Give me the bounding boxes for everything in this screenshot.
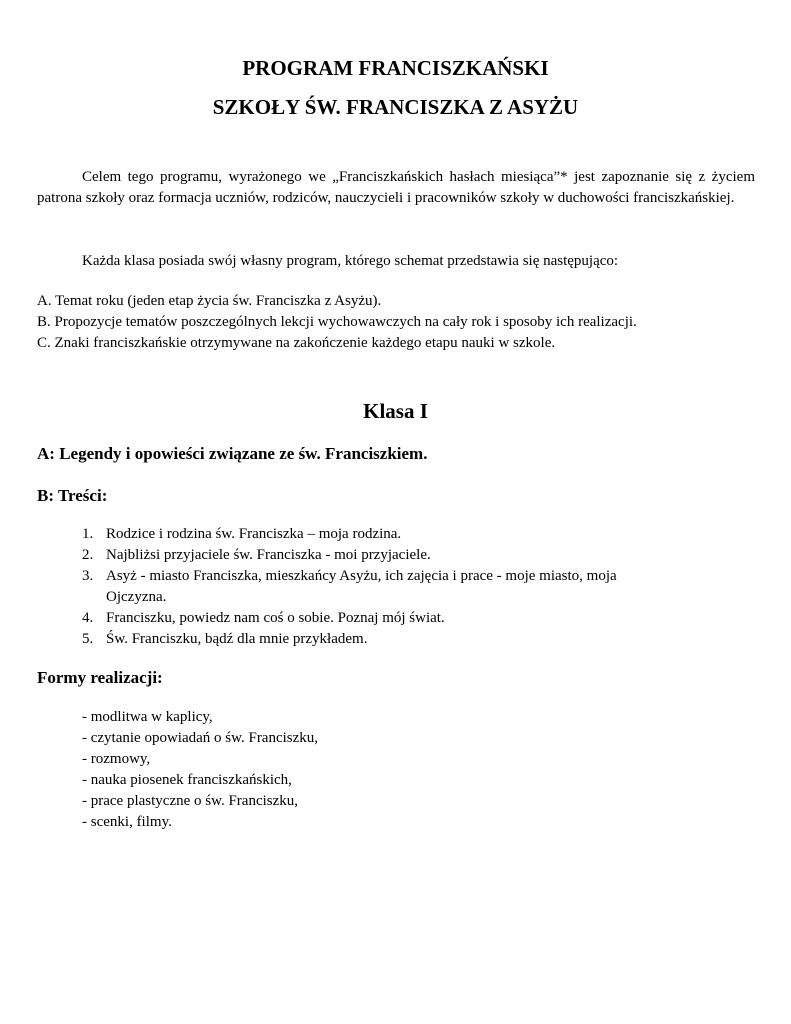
section-b-heading: B: Treści:	[37, 486, 108, 505]
list-item-text: Franciszku, powiedz nam coś o sobie. Poznaj mój świat.	[106, 610, 445, 626]
schema-intro-paragraph: Każda klasa posiada swój własny program, którego schemat przedstawia się następująco:	[82, 253, 619, 269]
class-heading: Klasa I	[363, 399, 428, 423]
list-item-number: 5.	[82, 631, 94, 647]
list-item-number: 4.	[82, 610, 94, 626]
schema-item: A. Temat roku (jeden etap życia św. Franciszka z Asyżu).	[37, 293, 382, 309]
forms-item: - scenki, filmy.	[82, 814, 172, 830]
document-title: PROGRAM FRANCISZKAŃSKI	[242, 56, 549, 80]
section-a-heading: A: Legendy i opowieści związane ze św. Franciszkiem.	[37, 444, 428, 463]
schema-list	[37, 291, 755, 354]
forms-heading: Formy realizacji:	[37, 668, 163, 687]
list-item-text: Rodzice i rodzina św. Franciszka – moja rodzina.	[106, 526, 402, 542]
schema-item: B. Propozycje tematów poszczególnych lekcji wychowawczych na cały rok i sposoby ich realizacji.	[37, 314, 637, 330]
document-subtitle: SZKOŁY ŚW. FRANCISZKA Z ASYŻU	[212, 95, 579, 119]
intro-paragraph: Celem tego programu, wyrażonego we „Franciszkańskich hasłach miesiąca”* jest zapoznanie się z życiem patrona szkoły oraz formacja uczniów, rodziców, nauczycieli i pracowników szkoły w duchowości franciszkańskiej.	[37, 169, 755, 206]
schema-item: C. Znaki franciszkańskie otrzymywane na zakończenie każdego etapu nauki w szkole.	[37, 335, 556, 351]
list-item-number: 3.	[82, 568, 94, 584]
list-item-text: Najbliżsi przyjaciele św. Franciszka - moi przyjaciele.	[106, 547, 431, 563]
list-item-number: 1.	[82, 526, 94, 542]
forms-item: - rozmowy,	[82, 751, 151, 767]
list-item	[37, 566, 677, 608]
content-list	[37, 524, 677, 650]
forms-item: - modlitwa w kaplicy,	[82, 709, 213, 725]
forms-item: - czytanie opowiadań o św. Franciszku,	[82, 730, 319, 746]
list-item	[37, 524, 677, 545]
list-item	[37, 545, 677, 566]
list-item	[37, 629, 677, 650]
forms-list	[82, 707, 318, 833]
list-item	[37, 608, 677, 629]
forms-item: - nauka piosenek franciszkańskich,	[82, 772, 292, 788]
list-item-number: 2.	[82, 547, 94, 563]
forms-item: - prace plastyczne o św. Franciszku,	[82, 793, 299, 809]
list-item-text: Asyż - miasto Franciszka, mieszkańcy Asyżu, ich zajęcia i prace - moje miasto, moja Ojczyzna.	[106, 568, 617, 605]
list-item-text: Św. Franciszku, bądź dla mnie przykładem.	[106, 631, 368, 647]
